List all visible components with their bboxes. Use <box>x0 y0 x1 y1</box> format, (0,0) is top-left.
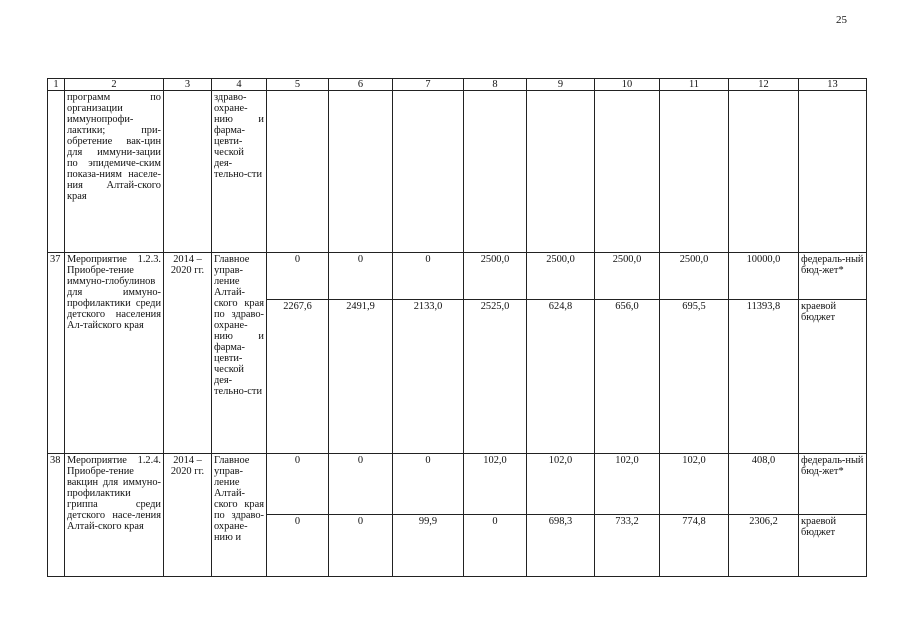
value-cell: 0 <box>464 515 527 577</box>
value-cell: 2267,6 <box>267 300 329 454</box>
value-cell <box>595 91 660 253</box>
header-cell: 13 <box>799 79 867 91</box>
header-cell: 12 <box>729 79 799 91</box>
value-cell: 10000,0 <box>729 253 799 300</box>
value-cell <box>267 91 329 253</box>
executor-cell: здраво-охране-нию и фарма-цевти-ческой дея-тельно-сти <box>212 91 267 253</box>
row-number-cell <box>48 91 65 253</box>
value-cell <box>464 91 527 253</box>
value-cell: 2306,2 <box>729 515 799 577</box>
value-cell: 774,8 <box>660 515 729 577</box>
value-cell: 0 <box>267 515 329 577</box>
source-cell: федераль-ный бюд-жет* <box>799 454 867 515</box>
measure-name-cell: Мероприятие 1.2.3. Приобре-тение иммуно-глобулинов для иммуно-профилактики среди детского населения Ал-тайского края <box>65 253 164 454</box>
value-cell: 2525,0 <box>464 300 527 454</box>
period-cell: 2014 – 2020 гг. <box>164 454 212 577</box>
value-cell: 656,0 <box>595 300 660 454</box>
executor-cell: Главное управ-ление Алтай-ского края по здраво-охране-нию и фарма-цевти-ческой дея-тельно-сти <box>212 253 267 454</box>
value-cell: 99,9 <box>393 515 464 577</box>
executor-cell: Главное управ-ление Алтай-ского края по здраво-охране-нию и <box>212 454 267 577</box>
value-cell: 733,2 <box>595 515 660 577</box>
value-cell: 2133,0 <box>393 300 464 454</box>
value-cell: 0 <box>267 454 329 515</box>
value-cell: 0 <box>329 515 393 577</box>
source-cell <box>799 91 867 253</box>
value-cell <box>660 91 729 253</box>
value-cell <box>527 91 595 253</box>
value-cell: 695,5 <box>660 300 729 454</box>
header-cell: 7 <box>393 79 464 91</box>
source-cell: федераль-ный бюд-жет* <box>799 253 867 300</box>
header-cell: 10 <box>595 79 660 91</box>
table-row-continuation <box>48 91 867 253</box>
value-cell: 102,0 <box>464 454 527 515</box>
value-cell: 408,0 <box>729 454 799 515</box>
header-cell: 2 <box>65 79 164 91</box>
source-cell: краевой бюджет <box>799 515 867 577</box>
value-cell: 2500,0 <box>464 253 527 300</box>
value-cell: 2500,0 <box>527 253 595 300</box>
value-cell: 102,0 <box>527 454 595 515</box>
value-cell <box>329 91 393 253</box>
header-cell: 6 <box>329 79 393 91</box>
header-cell: 4 <box>212 79 267 91</box>
header-cell: 5 <box>267 79 329 91</box>
value-cell: 102,0 <box>660 454 729 515</box>
row-number-cell: 37 <box>48 253 65 454</box>
value-cell: 0 <box>329 454 393 515</box>
row-number-cell: 38 <box>48 454 65 577</box>
header-cell: 3 <box>164 79 212 91</box>
period-cell <box>164 91 212 253</box>
header-row <box>48 79 867 91</box>
measure-name-cell: программ по организации иммунопрофи-лактики; при-обретение вак-цин для иммуни-зации по эпидемиче-ским показа-ниям населе-ния Алтай-ского края <box>65 91 164 253</box>
value-cell: 102,0 <box>595 454 660 515</box>
value-cell: 0 <box>267 253 329 300</box>
source-cell: краевой бюджет <box>799 300 867 454</box>
value-cell <box>729 91 799 253</box>
page-number: 25 <box>836 14 847 26</box>
table-row-38-federal <box>48 454 867 515</box>
value-cell: 2500,0 <box>660 253 729 300</box>
measure-name-cell: Мероприятие 1.2.4. Приобре-тение вакцин для иммуно-профилактики гриппа среди детского насе-ления Алтай-ского края <box>65 454 164 577</box>
value-cell: 2500,0 <box>595 253 660 300</box>
header-cell: 9 <box>527 79 595 91</box>
value-cell: 698,3 <box>527 515 595 577</box>
table-row-37-federal <box>48 253 867 300</box>
value-cell: 0 <box>329 253 393 300</box>
period-cell: 2014 – 2020 гг. <box>164 253 212 454</box>
value-cell: 0 <box>393 253 464 300</box>
header-cell: 8 <box>464 79 527 91</box>
value-cell: 624,8 <box>527 300 595 454</box>
value-cell <box>393 91 464 253</box>
header-cell: 11 <box>660 79 729 91</box>
value-cell: 2491,9 <box>329 300 393 454</box>
value-cell: 0 <box>393 454 464 515</box>
budget-table <box>47 78 867 577</box>
value-cell: 11393,8 <box>729 300 799 454</box>
header-cell: 1 <box>48 79 65 91</box>
